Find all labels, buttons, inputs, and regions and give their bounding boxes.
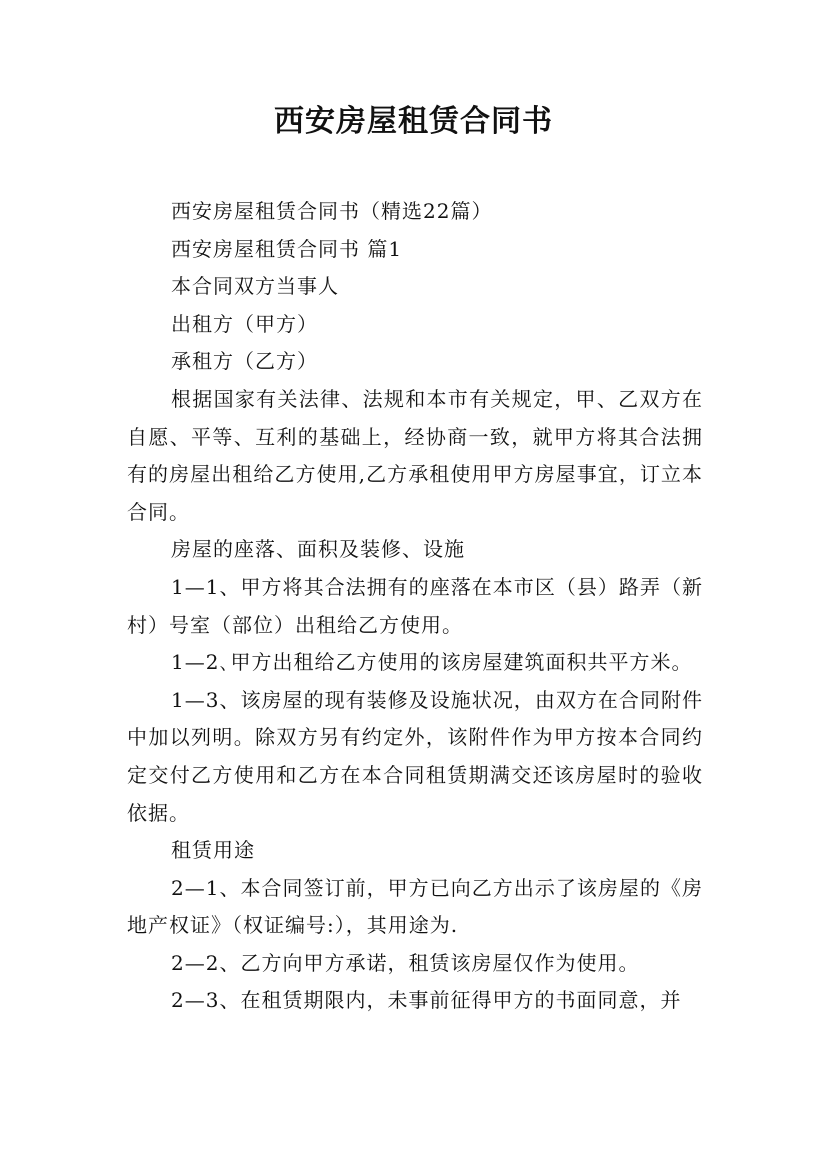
paragraph-clause-2-3: 2—3、在租赁期限内，未事前征得甲方的书面同意，并 [171, 988, 682, 1013]
document-body [127, 193, 703, 1020]
paragraph-collection-heading: 西安房屋租赁合同书（精选22篇） [171, 199, 493, 223]
paragraph-preamble: 根据国家有关法律、法规和本市有关规定，甲、乙双方在自愿、平等、互利的基础上，经协商一致，就甲方将其合法拥有的房屋出租给乙方使用,乙方承租使用甲方房屋事宜，订立本合同。 [127, 386, 703, 524]
paragraph-location-heading: 房屋的座落、面积及装修、设施 [171, 537, 465, 562]
paragraph-usage-heading: 租赁用途 [171, 838, 255, 863]
paragraph-clause-2-1: 2—1、本合同签订前，甲方已向乙方出示了该房屋的《房地产权证》（权证编号:），其用途为. [127, 875, 703, 938]
paragraph-lessee: 承租方（乙方） [171, 349, 318, 374]
paragraph-clause-1-1: 1—1、甲方将其合法拥有的座落在本市区（县）路弄（新村）号室（部位）出租给乙方使用。 [127, 574, 703, 637]
paragraph-clause-1-3: 1—3、该房屋的现有装修及设施状况，由双方在合同附件中加以列明。除双方另有约定外，该附件作为甲方按本合同约定交付乙方使用和乙方在本合同租赁期满交还该房屋时的验收依据。 [127, 687, 703, 825]
paragraph-lessor: 出租方（甲方） [171, 311, 318, 336]
document-title: 西安房屋租赁合同书 [274, 104, 553, 139]
paragraph-clause-1-2: 1—2､甲方出租给乙方使用的该房屋建筑面积共平方米。 [171, 650, 693, 675]
paragraph-section-heading: 西安房屋租赁合同书 篇1 [171, 236, 403, 261]
paragraph-parties: 本合同双方当事人 [171, 274, 339, 299]
paragraph-clause-2-2: 2—2、乙方向甲方承诺，租赁该房屋仅作为使用。 [171, 950, 640, 975]
